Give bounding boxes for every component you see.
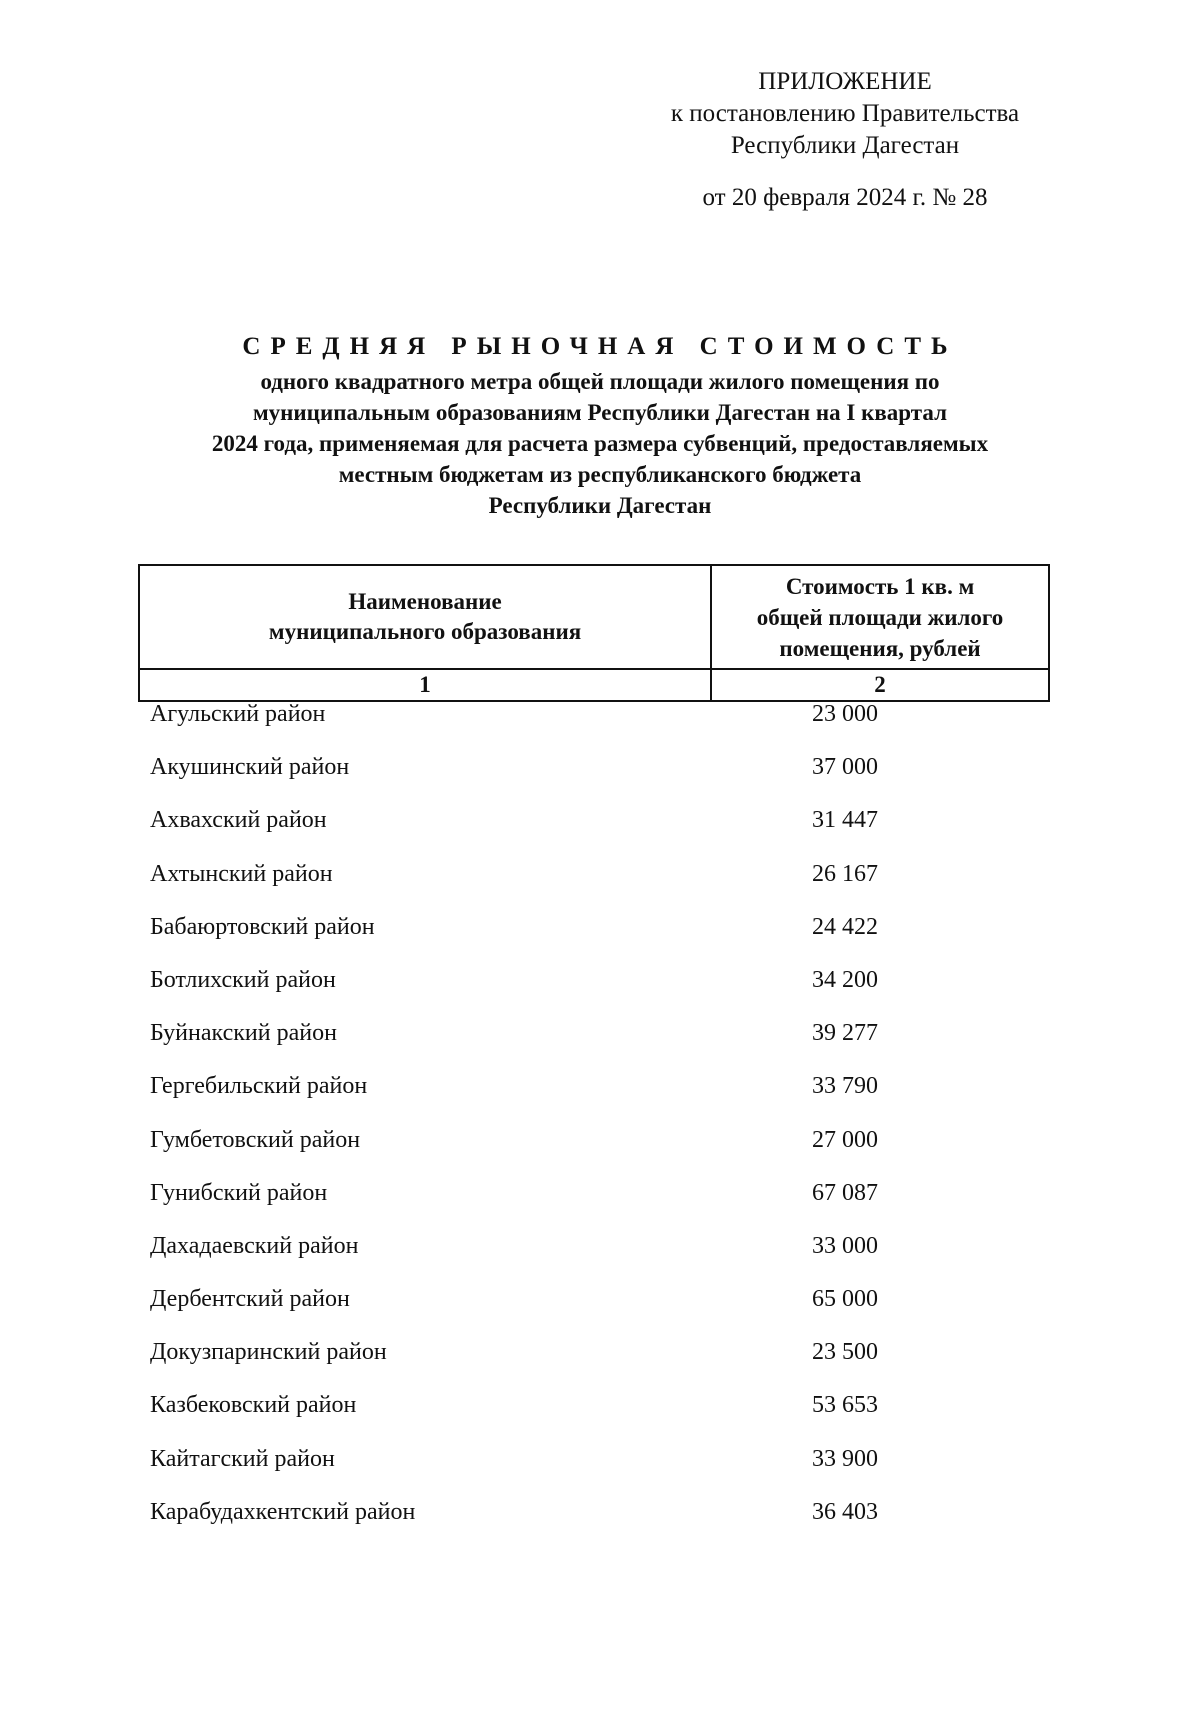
header-cost-column: Стоимость 1 кв. м общей площади жилого помещения, рублей <box>711 565 1049 669</box>
title-line: местным бюджетам из республиканского бюджета <box>338 462 862 487</box>
district-name: Докузпаринский район <box>150 1339 387 1366</box>
cost-value: 36 403 <box>812 1498 878 1525</box>
district-name: Дербентский район <box>150 1286 350 1313</box>
table-row <box>150 1444 1050 1497</box>
table-row <box>150 859 1050 912</box>
table-body <box>150 699 1050 1550</box>
column-number-1: 1 <box>139 669 711 701</box>
table-row <box>150 699 1050 752</box>
district-name: Гунибский район <box>150 1179 328 1206</box>
cost-value: 24 422 <box>812 913 878 940</box>
appendix-date: от 20 февраля 2024 г. № 28 <box>702 184 988 211</box>
district-name: Акушинский район <box>150 754 350 781</box>
title-line: одного квадратного метра общей площади жилого помещения по <box>260 369 940 394</box>
cost-value: 37 000 <box>812 754 878 781</box>
column-number-2: 2 <box>711 669 1049 701</box>
title-line: Республики Дагестан <box>488 493 712 518</box>
district-name: Гумбетовский район <box>150 1126 361 1153</box>
appendix-line-2: Республики Дагестан <box>730 132 960 159</box>
table-row <box>150 965 1050 1018</box>
cost-value: 23 000 <box>812 701 878 727</box>
cost-value: 27 000 <box>812 1126 878 1153</box>
district-name: Казбековский район <box>150 1392 357 1419</box>
district-name: Гергебильский район <box>150 1073 368 1100</box>
cost-value: 33 790 <box>812 1073 878 1100</box>
cost-value: 65 000 <box>812 1286 878 1313</box>
cost-value: 23 500 <box>812 1339 878 1366</box>
cost-value: 67 087 <box>812 1179 878 1206</box>
district-name: Дахадаевский район <box>150 1232 359 1259</box>
district-name: Кайтагский район <box>150 1445 335 1472</box>
district-name: Буйнакский район <box>150 1020 337 1047</box>
district-name: Бабаюртовский район <box>150 913 375 940</box>
district-name: Ахвахский район <box>150 807 327 834</box>
cost-value: 34 200 <box>812 966 878 993</box>
table-row <box>150 1390 1050 1443</box>
table-row <box>150 1231 1050 1284</box>
table-row <box>150 1018 1050 1071</box>
title-main: СРЕДНЯЯ РЫНОЧНАЯ СТОИМОСТЬ <box>242 333 958 360</box>
table-header <box>138 564 1050 702</box>
cost-value: 39 277 <box>812 1020 878 1047</box>
appendix-header <box>600 66 1090 214</box>
title-line: муниципальным образованиям Республики Дагестан на I квартал <box>253 400 947 425</box>
table-row <box>150 1071 1050 1124</box>
table-row <box>150 1284 1050 1337</box>
district-name: Ботлихский район <box>150 966 336 993</box>
table-row <box>150 1178 1050 1231</box>
table-row <box>150 805 1050 858</box>
appendix-line-1: к постановлению Правительства <box>670 100 1020 127</box>
district-name: Агульский район <box>150 701 326 727</box>
cost-value: 33 000 <box>812 1232 878 1259</box>
cost-value: 26 167 <box>812 860 878 887</box>
title-line: 2024 года, применяемая для расчета размера субвенций, предоставляемых <box>211 431 989 456</box>
header-name-column: Наименование муниципального образования <box>139 565 711 669</box>
district-name: Ахтынский район <box>150 860 333 887</box>
cost-value: 33 900 <box>812 1445 878 1472</box>
document-title <box>60 330 1140 521</box>
table-row <box>150 1125 1050 1178</box>
table-row <box>150 1497 1050 1550</box>
district-name: Карабудахкентский район <box>150 1498 416 1525</box>
table-row <box>150 752 1050 805</box>
table-row <box>150 912 1050 965</box>
appendix-title: ПРИЛОЖЕНИЕ <box>758 68 932 95</box>
table-row <box>150 1337 1050 1390</box>
cost-value: 53 653 <box>812 1392 878 1419</box>
cost-value: 31 447 <box>812 807 878 834</box>
